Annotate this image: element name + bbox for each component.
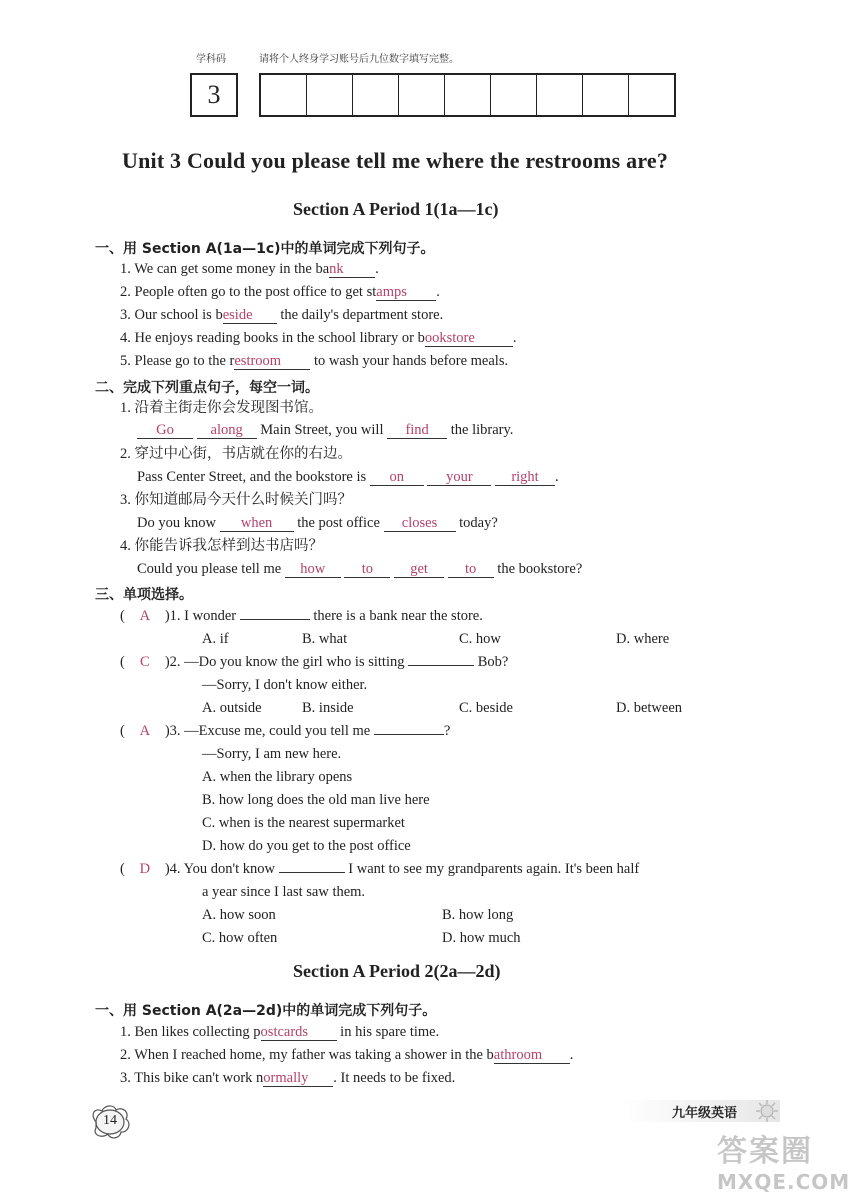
question-line: Could you please tell me how to get to the bookstore? <box>137 561 583 577</box>
subject-code-label: 学科码 <box>196 54 226 65</box>
question-line: 5. Please go to the restroom to wash your hands before meals. <box>120 353 509 369</box>
option: A. how soon <box>202 907 276 923</box>
choice-answer[interactable]: A <box>139 608 151 624</box>
account-digit-box[interactable] <box>399 75 445 115</box>
answer-blank[interactable] <box>279 872 345 873</box>
choice-answer[interactable]: D <box>139 861 151 877</box>
answer-blank[interactable]: ookstore <box>425 330 513 347</box>
answer-blank[interactable] <box>374 734 444 735</box>
page-number: 14 <box>103 1113 117 1128</box>
account-digit-box[interactable] <box>537 75 583 115</box>
option: C. how often <box>202 930 278 946</box>
answer-blank[interactable]: eside <box>223 307 277 324</box>
question-line: Do you know when the post office closes today? <box>137 515 498 531</box>
option: C. how <box>459 631 501 647</box>
option: D. how do you get to the post office <box>202 838 411 854</box>
question-continuation: a year since I last saw them. <box>202 884 366 900</box>
answer-blank[interactable] <box>240 619 310 620</box>
answer-blank[interactable]: athroom <box>494 1047 570 1064</box>
account-digit-box[interactable] <box>583 75 629 115</box>
choice-answer[interactable]: A <box>139 723 151 739</box>
subject-code-box <box>190 73 238 117</box>
answer-blank[interactable]: closes <box>384 515 456 532</box>
question-line: 4. He enjoys reading books in the school library or bookstore . <box>120 330 517 346</box>
part-heading: 一、用 Section A(1a—1c)中的单词完成下列句子。 <box>95 241 435 257</box>
mc-question: ( A )1. I wonder there is a bank near the store. <box>120 608 483 624</box>
part-heading: 二、完成下列重点句子，每空一词。 <box>95 380 319 396</box>
account-instruction: 请将个人终身学习账号后九位数字填写完整。 <box>259 54 459 65</box>
answer-blank[interactable]: ormally <box>263 1070 333 1087</box>
choice-answer[interactable]: C <box>140 654 150 670</box>
mc-question: ( C )2. —Do you know the girl who is sitting Bob? <box>120 654 509 670</box>
answer-blank[interactable]: estroom <box>234 353 310 370</box>
account-digit-box[interactable] <box>307 75 353 115</box>
watermark-logo: 答案圈 <box>717 1134 813 1169</box>
answer-blank[interactable]: nk <box>329 261 375 278</box>
chinese-prompt: 3. 你知道邮局今天什么时候关门吗？ <box>120 492 352 508</box>
answer-blank[interactable]: get <box>394 561 444 578</box>
section-title: Section A Period 1(1a—1c) <box>293 199 499 219</box>
question-line: 3. This bike can't work normally . It needs to be fixed. <box>120 1070 456 1086</box>
option: D. how much <box>442 930 521 946</box>
sun-icon <box>756 1100 778 1122</box>
dialogue-line: —Sorry, I don't know either. <box>202 677 368 693</box>
option: A. when the library opens <box>202 769 353 785</box>
account-digit-box[interactable] <box>261 75 307 115</box>
account-digit-box[interactable] <box>445 75 491 115</box>
answer-blank[interactable]: when <box>220 515 294 532</box>
question-line: Go along Main Street, you will find the library. <box>137 421 513 439</box>
answer-blank[interactable]: amps <box>376 284 436 301</box>
subject-code-value: 3 <box>207 80 221 109</box>
section-title: Section A Period 2(2a—2d) <box>293 961 501 981</box>
account-digit-box[interactable] <box>491 75 537 115</box>
page-number-badge <box>88 1103 132 1141</box>
site-watermark <box>717 1126 857 1198</box>
answer-blank[interactable]: Go <box>137 422 193 439</box>
answer-blank[interactable]: find <box>387 422 447 439</box>
part-heading: 一、用 Section A(2a—2d)中的单词完成下列句子。 <box>95 1003 437 1019</box>
mc-question: ( A )3. —Excuse me, could you tell me ? <box>120 723 451 739</box>
watermark-url: MXQE.COM <box>717 1170 851 1194</box>
option: C. beside <box>459 700 513 716</box>
option: C. when is the nearest supermarket <box>202 815 405 831</box>
answer-blank[interactable]: your <box>427 469 491 486</box>
account-number-grid <box>259 73 676 117</box>
option: A. outside <box>202 700 262 716</box>
part-heading: 三、单项选择。 <box>95 587 193 603</box>
answer-blank[interactable]: how <box>285 561 341 578</box>
question-line: 1. Ben likes collecting postcards in his spare time. <box>120 1024 440 1040</box>
question-line: 2. When I reached home, my father was taking a shower in the bathroom . <box>120 1047 574 1063</box>
question-line: Pass Center Street, and the bookstore is on your right . <box>137 469 559 485</box>
option: B. inside <box>302 700 354 716</box>
chinese-prompt: 4. 你能告诉我怎样到达书店吗？ <box>120 538 323 554</box>
dialogue-line: —Sorry, I am new here. <box>202 746 342 762</box>
answer-blank[interactable]: along <box>197 422 257 439</box>
answer-blank[interactable]: to <box>344 561 390 578</box>
option: D. where <box>616 631 670 647</box>
chinese-prompt: 2. 穿过中心街，书店就在你的右边。 <box>120 446 352 462</box>
grade-label: 九年级英语 <box>672 1106 738 1121</box>
answer-blank[interactable]: ostcards <box>261 1024 337 1041</box>
answer-blank[interactable] <box>408 665 474 666</box>
option: B. what <box>302 631 348 647</box>
question-line: 2. People often go to the post office to get stamps . <box>120 284 440 300</box>
question-line: 1. We can get some money in the bank . <box>120 261 379 277</box>
question-line: 3. Our school is beside the daily's department store. <box>120 307 444 323</box>
unit-title: Unit 3 Could you please tell me where the restrooms are? <box>122 148 669 173</box>
mc-question: ( D )4. You don't know I want to see my grandparents again. It's been half <box>120 861 640 877</box>
account-digit-box[interactable] <box>629 75 674 115</box>
option: D. between <box>616 700 683 716</box>
answer-blank[interactable]: to <box>448 561 494 578</box>
option: B. how long <box>442 907 514 923</box>
answer-blank[interactable]: right <box>495 469 555 486</box>
chinese-prompt: 1. 沿着主街走你会发现图书馆。 <box>120 400 323 416</box>
option: A. if <box>202 631 229 647</box>
answer-blank[interactable]: on <box>370 469 424 486</box>
option: B. how long does the old man live here <box>202 792 430 808</box>
account-digit-box[interactable] <box>353 75 399 115</box>
